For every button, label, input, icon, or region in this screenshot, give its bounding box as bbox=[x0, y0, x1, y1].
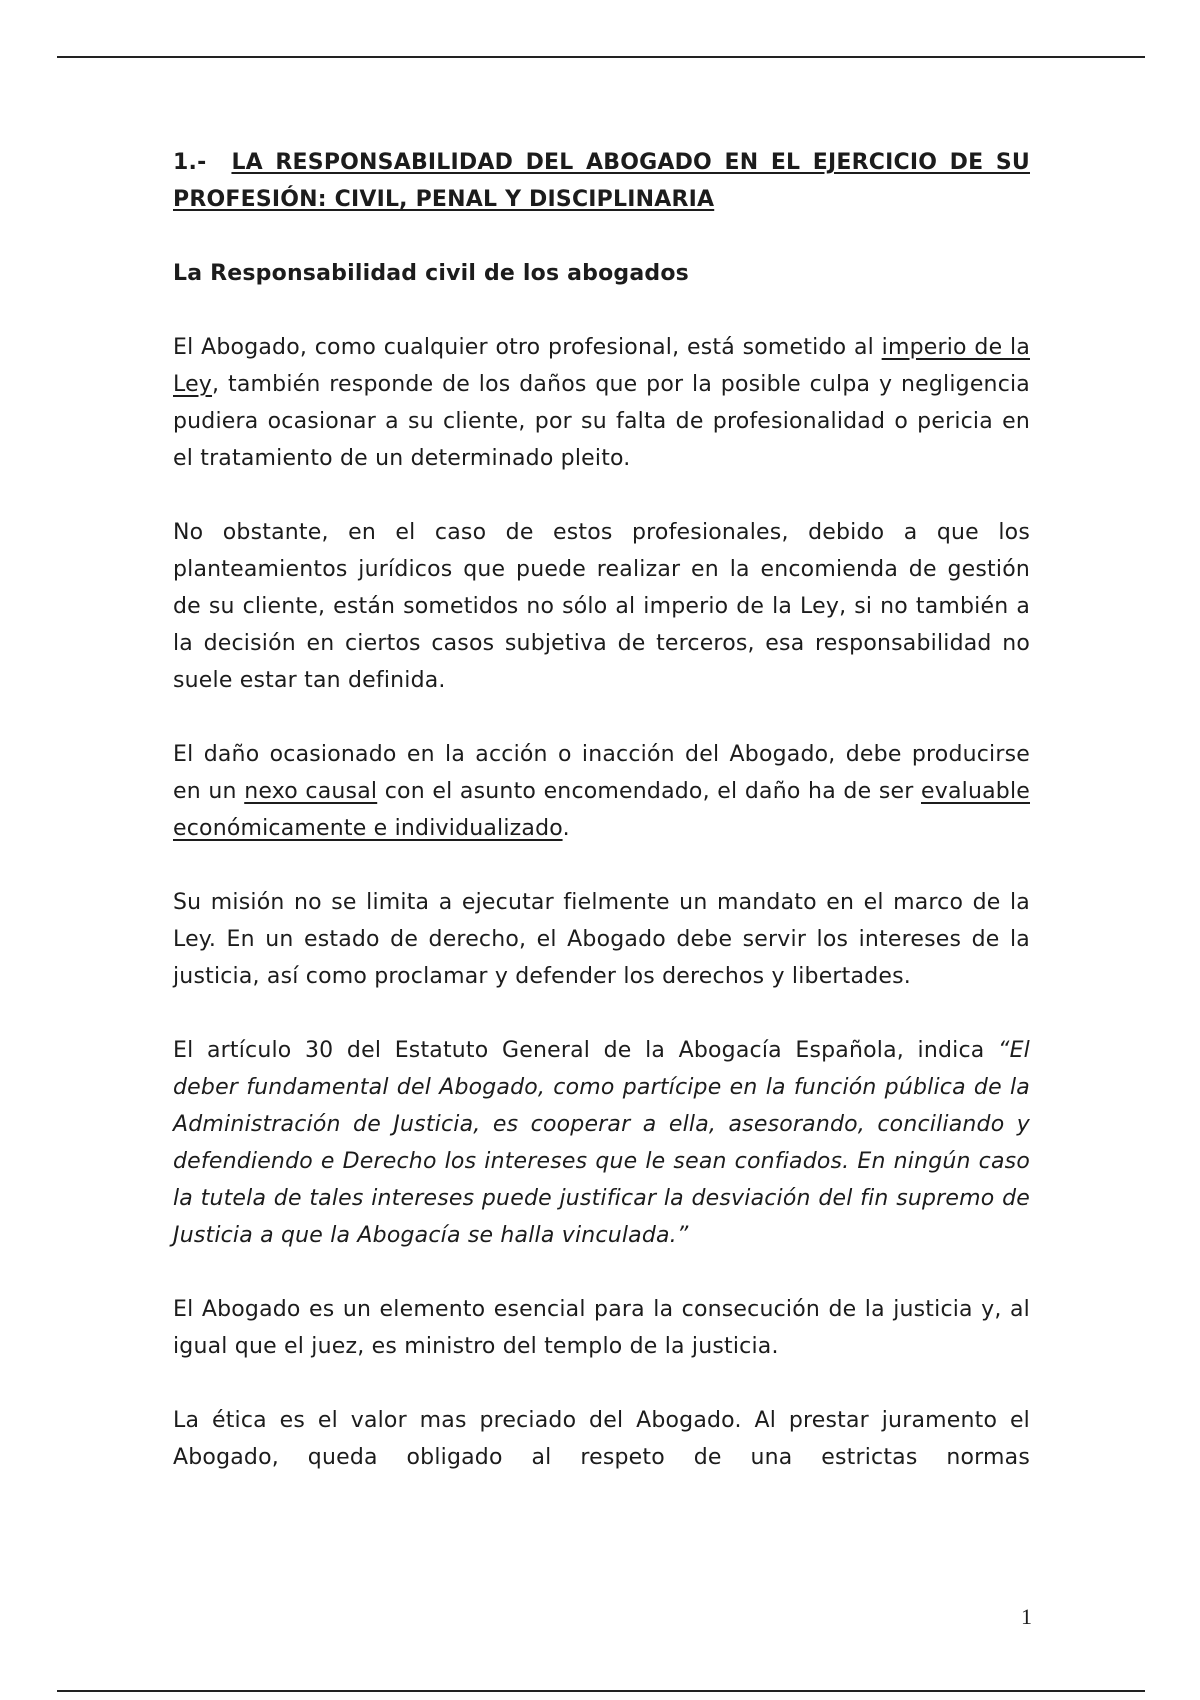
subheading: La Responsabilidad civil de los abogados bbox=[173, 261, 689, 286]
underlined-evaluable: evaluable económicamente e individualizado bbox=[173, 779, 1030, 841]
top-rule bbox=[57, 56, 1145, 58]
document-body bbox=[173, 144, 1030, 1476]
section-title: LA RESPONSABILIDAD DEL ABOGADO EN EL EJERCICIO DE SU PROFESIÓN: CIVIL, PENAL Y DISCIPLINARIA bbox=[173, 150, 1030, 212]
paragraph-3-text-b: con el asunto encomendado, el daño ha de ser bbox=[377, 779, 921, 804]
page-number: 1 bbox=[1021, 1604, 1032, 1629]
paragraph-2: No obstante, en el caso de estos profesionales, debido a que los planteamientos jurídicos que puede realizar en la encomienda de gestión de su cliente, están sometidos no sólo al imperio de la Ley, si no también a la decisión en ciertos casos subjetiva de terceros, esa responsabilidad no suele estar tan definida. bbox=[173, 520, 1030, 693]
paragraph-4: Su misión no se limita a ejecutar fielmente un mandato en el marco de la Ley. En un estado de derecho, el Abogado debe servir los intereses de la justicia, así como proclamar y defender los derechos y libertades. bbox=[173, 890, 1030, 989]
paragraph-3-text-a: El daño ocasionado en la acción o inacción del Abogado, debe producirse en un bbox=[173, 742, 1030, 804]
statute-quote: “El deber fundamental del Abogado, como partícipe en la función pública de la Administración de Justicia, es cooperar a ella, asesorando, conciliando y defendiendo e Derecho los intereses que le sean confiados. En ningún caso la tutela de tales intereses puede justificar la desviación del fin supremo de Justicia a que la Abogacía se halla vinculada.” bbox=[173, 1038, 1030, 1248]
paragraph-7: La ética es el valor mas preciado del Abogado. Al prestar juramento el Abogado, queda obligado al respeto de una estrictas normas bbox=[173, 1408, 1030, 1470]
section-heading bbox=[173, 144, 1030, 218]
underlined-nexo-causal: nexo causal bbox=[244, 779, 378, 804]
paragraph-3-text-c: . bbox=[562, 816, 570, 841]
paragraph-5 bbox=[173, 1032, 1030, 1254]
paragraph-6: El Abogado es un elemento esencial para la consecución de la justicia y, al igual que el juez, es ministro del templo de la justicia. bbox=[173, 1297, 1030, 1359]
paragraph-1-text-b: , también responde de los daños que por la posible culpa y negligencia pudiera ocasionar a su cliente, por su falta de profesionalidad o pericia en el tratamiento de un determinado pleito. bbox=[173, 372, 1030, 471]
paragraph-3 bbox=[173, 736, 1030, 847]
paragraph-5-text-a: El artículo 30 del Estatuto General de la Abogacía Española, indica bbox=[173, 1038, 998, 1063]
underlined-imperio-de-la-ley: imperio de la Ley bbox=[173, 335, 1030, 397]
section-number: 1.- bbox=[173, 150, 207, 175]
paragraph-1-text-a: El Abogado, como cualquier otro profesional, está sometido al bbox=[173, 335, 882, 360]
paragraph-1 bbox=[173, 329, 1030, 477]
bottom-rule bbox=[57, 1690, 1145, 1692]
